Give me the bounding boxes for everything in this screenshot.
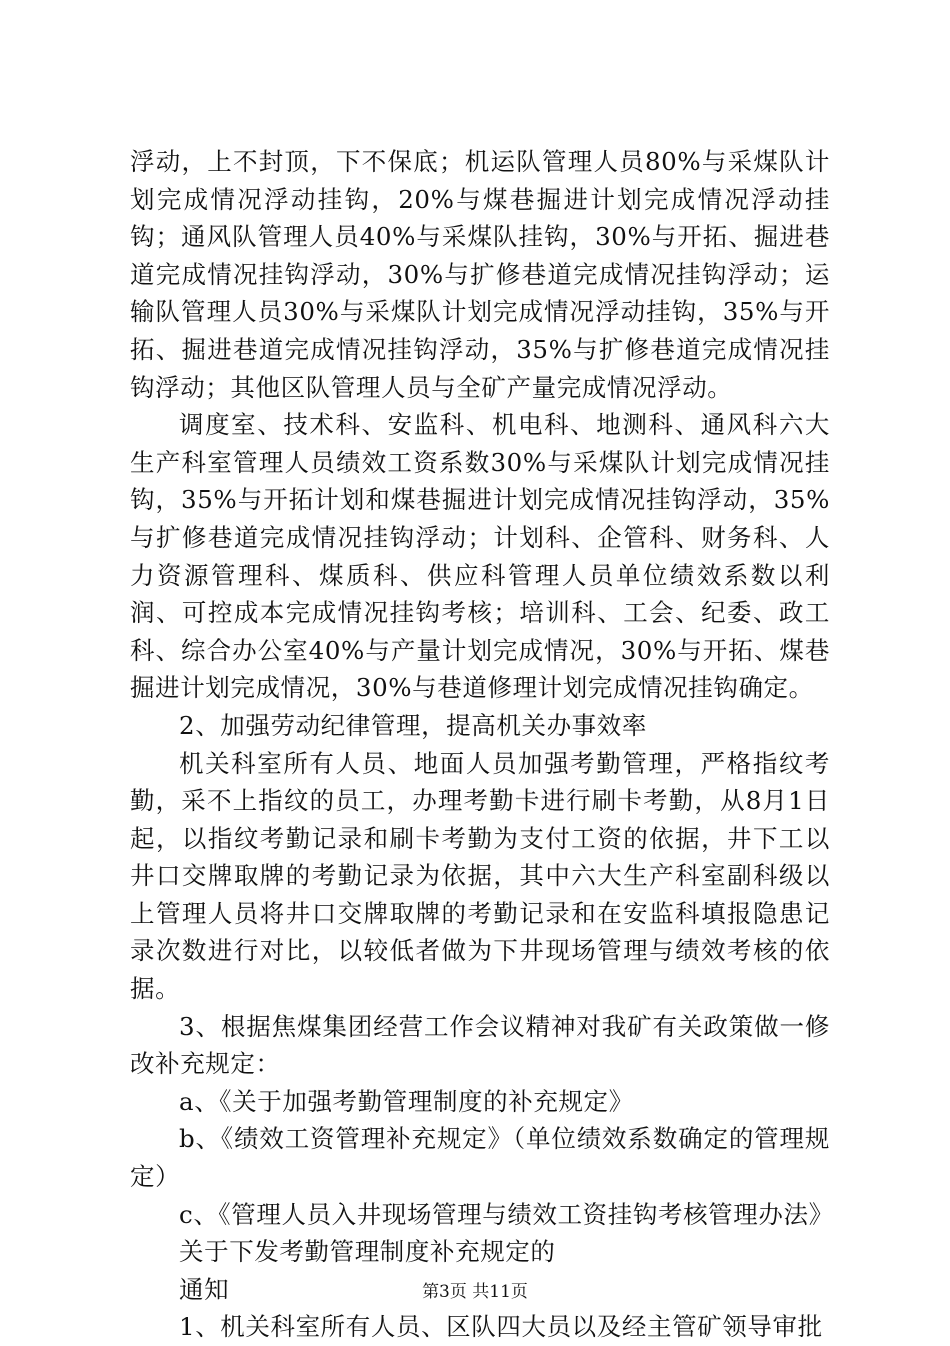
list-item-a: a、《关于加强考勤管理制度的补充规定》 bbox=[179, 1086, 634, 1116]
paragraph-team-floating-rules: 浮动，上不封顶，下不保底；机运队管理人员80%与采煤队计划完成情况浮动挂钩，20%与煤巷掘进计划完成情况浮动挂钩；通风队管理人员40%与采煤队挂钩，30%与开拓、掘进巷道完成情况挂钩浮动，30%与扩修巷道完成情况挂钩浮动；运输队管理人员30%与采煤队计划完成情况浮动挂钩，35%与开拓、掘进巷道完成情况挂钩浮动，35%与扩修巷道完成情况挂钩浮动；其他区队管理人员与全矿产量完成情况浮动。 bbox=[130, 147, 830, 402]
notice-title-line-2: 通知 bbox=[179, 1274, 230, 1304]
paragraph-department-coefficients: 调度室、技术科、安监科、机电科、地测科、通风科六大生产科室管理人员绩效工资系数30%与采煤队计划完成情况挂钩，35%与开拓计划和煤巷掘进计划完成情况挂钩浮动，35%与扩修巷道完成情况挂钩浮动；计划科、企管科、财务科、人力资源管理科、煤质科、供应科管理人员单位绩效系数以利润、可控成本完成情况挂钩考核；培训科、工会、纪委、政工科、综合办公室40%与产量计划完成情况，30%与开拓、煤巷掘进计划完成情况，30%与巷道修理计划完成情况挂钩确定。 bbox=[130, 410, 830, 703]
section-heading-policy-revision: 3、根据焦煤集团经营工作会议精神对我矿有关政策做一修改补充规定： bbox=[130, 1011, 830, 1079]
notice-item-1: 1、机关科室所有人员、区队四大员以及经主管矿领导审批 bbox=[179, 1312, 823, 1342]
notice-title-line-1: 关于下发考勤管理制度补充规定的 bbox=[179, 1237, 556, 1267]
document-body bbox=[130, 143, 834, 1346]
page-number-footer: 第3页 共11页 bbox=[422, 1282, 528, 1302]
list-item-b: b、《绩效工资管理补充规定》（单位绩效系数确定的管理规定） bbox=[130, 1124, 830, 1192]
section-heading-labor-discipline: 2、加强劳动纪律管理，提高机关办事效率 bbox=[179, 710, 647, 740]
list-item-c: c、《管理人员入井现场管理与绩效工资挂钩考核管理办法》 bbox=[179, 1199, 834, 1229]
paragraph-attendance-management: 机关科室所有人员、地面人员加强考勤管理，严格指纹考勤，采不上指纹的员工，办理考勤卡进行刷卡考勤，从8月1日起，以指纹考勤记录和刷卡考勤为支付工资的依据，井下工以井口交牌取牌的考勤记录为依据，其中六大生产科室副科级以上管理人员将井口交牌取牌的考勤记录和在安监科填报隐患记录次数进行对比，以较低者做为下井现场管理与绩效考核的依据。 bbox=[130, 748, 830, 1004]
